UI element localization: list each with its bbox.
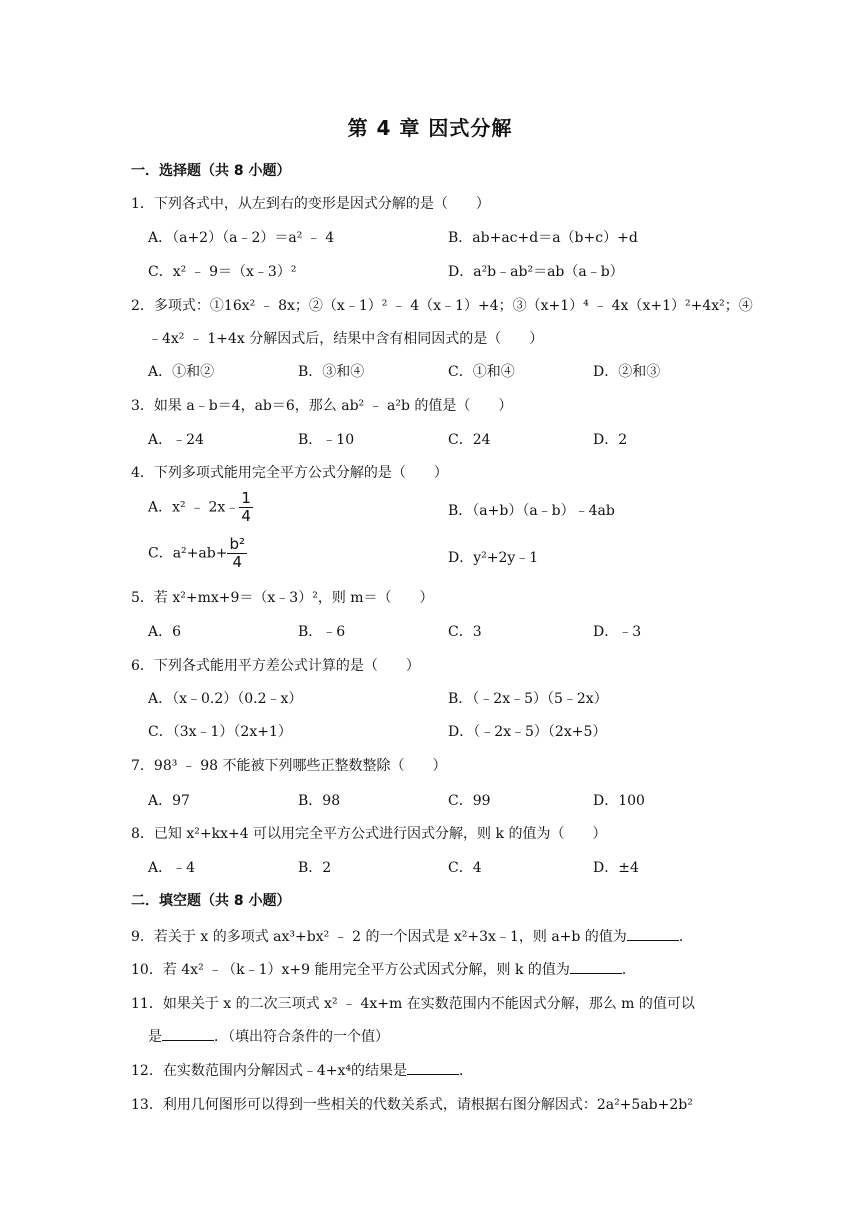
question-4-stem: 4．下列多项式能用完全平方公式分解的是（ ） xyxy=(131,465,448,481)
question-8-stem: 8．已知 x²+kx+4 可以用完全平方公式进行因式分解，则 k 的值为（ ） xyxy=(131,826,607,842)
answer-blank[interactable] xyxy=(627,928,679,941)
section-heading-choice: 一．选择题（共 8 小题） xyxy=(131,163,291,179)
question-5-option-b: B．﹣6 xyxy=(298,624,346,640)
question-3-option-b: B．﹣10 xyxy=(298,432,355,448)
question-7-option-a: A．97 xyxy=(148,793,190,809)
question-6-option-c: C．（3x﹣1）（2x+1） xyxy=(148,724,292,740)
question-5-option-d: D．﹣3 xyxy=(593,624,642,640)
question-12 xyxy=(131,1060,473,1080)
fraction-numerator: 1 xyxy=(241,489,251,507)
answer-blank[interactable] xyxy=(407,1062,459,1075)
question-9-text: 9．若关于 x 的多项式 ax³+bx² ﹣ 2 的一个因式是 x²+3x﹣1，则 a+b 的值为 xyxy=(131,929,627,945)
question-12-text: 12．在实数范围内分解因式﹣4+x⁴的结果是 xyxy=(131,1063,407,1079)
question-6-stem: 6．下列各式能用平方差公式计算的是（ ） xyxy=(131,658,420,674)
question-11-end: ．（填出符合条件的一个值） xyxy=(214,1029,389,1045)
question-11-line2 xyxy=(148,1026,389,1046)
question-11-text: 是 xyxy=(148,1029,162,1045)
section-heading-fill-blank: 二．填空题（共 8 小题） xyxy=(131,893,291,909)
question-6-option-b: B．（﹣2x﹣5）（5﹣2x） xyxy=(448,691,608,707)
answer-blank[interactable] xyxy=(162,1028,214,1041)
fraction-denominator: 4 xyxy=(232,553,242,571)
question-2-stem-line1: 2．多项式：①16x² ﹣ 8x；②（x﹣1）² ﹣ 4（x﹣1）+4；③（x+1）⁴ ﹣ 4x（x+1）²+4x²；④ xyxy=(131,298,753,314)
question-5-option-a: A．6 xyxy=(148,624,182,640)
question-10-end: ． xyxy=(621,962,636,978)
question-8-option-c: C．4 xyxy=(448,860,482,876)
fraction xyxy=(227,536,247,571)
question-1-stem: 1．下列各式中，从左到右的变形是因式分解的是（ ） xyxy=(131,196,490,212)
question-10-text: 10．若 4x² ﹣（k﹣1）x+9 能用完全平方公式因式分解，则 k 的值为 xyxy=(131,962,570,978)
question-4-option-a xyxy=(148,490,253,525)
answer-blank[interactable] xyxy=(570,961,622,974)
question-11-line1: 11．如果关于 x 的二次三项式 x² ﹣ 4x+m 在实数范围内不能因式分解，那么 m 的值可以 xyxy=(131,996,695,1012)
question-7-stem: 7．98³ ﹣ 98 不能被下列哪些正整数整除（ ） xyxy=(131,758,447,774)
question-2-option-c: C．①和④ xyxy=(448,364,515,380)
question-2-option-a: A．①和② xyxy=(148,364,215,380)
question-2-option-d: D．②和③ xyxy=(593,364,661,380)
page-title: 第 4 章 因式分解 xyxy=(347,116,513,140)
question-4-option-a-text: A．x² ﹣ 2x﹣ xyxy=(148,499,240,516)
question-1-option-d: D．a²b﹣ab²＝ab（a﹣b） xyxy=(448,264,624,280)
question-1-option-b: B．ab+ac+d＝a（b+c）+d xyxy=(448,230,638,246)
question-9 xyxy=(131,926,693,946)
question-4-option-d: D．y²+2y﹣1 xyxy=(448,550,539,566)
question-3-option-c: C．24 xyxy=(448,432,491,448)
question-7-option-d: D．100 xyxy=(593,793,645,809)
question-5-option-c: C．3 xyxy=(448,624,482,640)
question-4-option-b: B．（a+b）（a﹣b）﹣4ab xyxy=(448,503,615,519)
question-3-option-a: A．﹣24 xyxy=(148,432,204,448)
question-1-option-a: A．（a+2）（a﹣2）＝a² ﹣ 4 xyxy=(148,230,335,246)
question-8-option-b: B．2 xyxy=(298,860,332,876)
question-5-stem: 5．若 x²+mx+9＝（x﹣3）²，则 m＝（ ） xyxy=(131,590,434,606)
question-6-option-d: D．（﹣2x﹣5）（2x+5） xyxy=(448,724,607,740)
question-8-option-d: D．±4 xyxy=(593,860,639,876)
fraction-denominator: 4 xyxy=(241,507,251,525)
question-10 xyxy=(131,959,636,979)
question-8-option-a: A．﹣4 xyxy=(148,860,196,876)
question-4-option-c xyxy=(148,536,247,571)
question-6-option-a: A．（x﹣0.2）（0.2﹣x） xyxy=(148,691,303,707)
fraction xyxy=(239,490,253,525)
question-2-stem-line2: ﹣4x² ﹣ 1+4x 分解因式后，结果中含有相同因式的是（ ） xyxy=(148,331,544,347)
question-9-end: ． xyxy=(678,929,693,945)
question-2-option-b: B．③和④ xyxy=(298,364,365,380)
question-3-stem: 3．如果 a﹣b＝4，ab＝6，那么 ab² ﹣ a²b 的值是（ ） xyxy=(131,398,513,414)
fraction-numerator: b² xyxy=(229,535,245,553)
question-12-end: ． xyxy=(458,1063,473,1079)
question-3-option-d: D．2 xyxy=(593,432,628,448)
question-13-line1: 13．利用几何图形可以得到一些相关的代数关系式，请根据右图分解因式：2a²+5ab+2b² xyxy=(131,1097,693,1113)
question-7-option-c: C．99 xyxy=(448,793,491,809)
question-1-option-c: C．x² ﹣ 9＝（x﹣3）² xyxy=(148,264,297,280)
question-7-option-b: B．98 xyxy=(298,793,341,809)
question-4-option-c-text: C．a²+ab+ xyxy=(148,545,228,562)
